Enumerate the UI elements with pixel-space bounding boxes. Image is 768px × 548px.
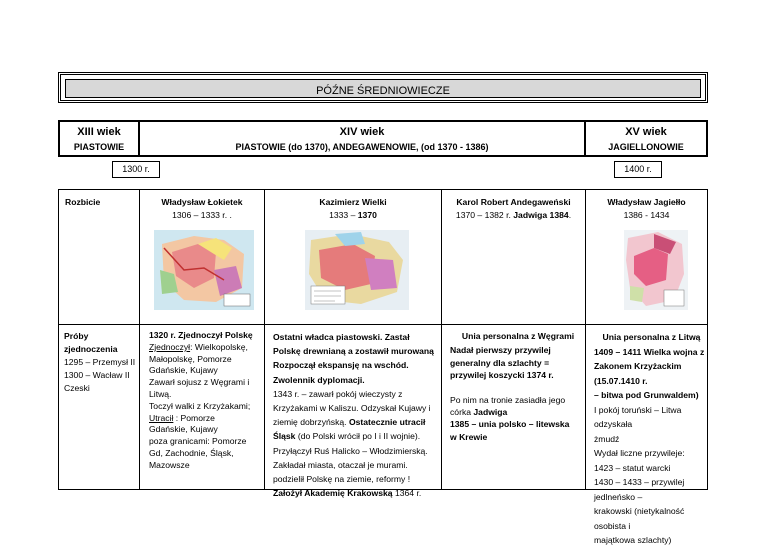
text-line: Unia personalna z Litwą xyxy=(602,332,701,342)
row-divider xyxy=(59,324,139,325)
text-span: . xyxy=(568,210,572,220)
text-line: Nadał pierwszy przywilej xyxy=(450,345,551,356)
text-span: Jadwiga xyxy=(473,407,508,418)
map-image xyxy=(154,230,254,310)
text-line: 1430 – 1433 – przywilej jedlneńsko – xyxy=(594,477,685,502)
text-line: podzielił Polskę na ziemie, reformy ! xyxy=(273,474,411,485)
text-line xyxy=(450,406,586,418)
text-line: 1423 – statut warcki xyxy=(594,462,671,473)
text-line: w Krewie xyxy=(450,431,488,442)
text-span: : Pomorze xyxy=(173,412,215,423)
text-span: Założył Akademię Krakowską xyxy=(273,488,393,499)
text-line: Wydał liczne przywileje: xyxy=(594,448,685,458)
text-line: żmudź xyxy=(594,433,620,444)
col4-text xyxy=(450,330,586,443)
text-line: przywilej koszycki 1374 r. xyxy=(450,370,554,381)
header-xiii-sub: PIASTOWIE xyxy=(73,142,125,152)
text-line: – bitwa pod Grunwaldem) xyxy=(594,390,699,400)
text-line: Polskę drewnianą a zostawił murowaną xyxy=(273,346,434,357)
ruler-name: Władysław Jagiełło xyxy=(607,197,686,207)
ruler-name: Karol Robert Andegaweński xyxy=(456,197,571,207)
text-line: Zwolennik dyplomacji. xyxy=(273,374,365,385)
text-line: Zakonem Krzyżackim (15.07.1410 r. xyxy=(594,361,682,386)
year-1400: 1400 r. xyxy=(614,161,662,178)
text-span: Śląsk xyxy=(273,431,296,442)
text-line: krakowski (nietykalność osobista i xyxy=(594,506,685,531)
text-span: Jadwiga 1384 xyxy=(513,210,569,220)
text-span: (do Polski wrócił po I i II wojnie). xyxy=(295,431,421,442)
col2-text xyxy=(149,330,265,472)
ruler-name: Rozbicie xyxy=(65,197,101,207)
text-line: Zawarł sojusz z Węgrami i xyxy=(149,377,250,388)
text-line xyxy=(149,413,265,425)
ruler-dates: 1306 – 1333 r. . xyxy=(172,210,232,220)
header-xv-title: XV wiek xyxy=(625,126,667,138)
column-kazimierz xyxy=(264,189,442,499)
header-xiv-title: XIV wiek xyxy=(339,126,385,138)
text-line: Rozpoczął ekspansję na wschód. xyxy=(273,360,409,371)
row-divider xyxy=(442,324,585,325)
text-line: 1320 r. Zjednoczył Polskę xyxy=(149,330,253,340)
text-line xyxy=(273,415,443,429)
text-line: 1295 – Przemysł II xyxy=(64,357,136,367)
ruler-name: Kazimierz Wielki xyxy=(319,197,387,207)
map-image xyxy=(305,230,409,310)
ruler-name: Władysław Łokietek xyxy=(161,197,243,207)
row-divider xyxy=(586,324,707,325)
header-xv-sub: JAGIELLONOWIE xyxy=(608,142,684,152)
header-xiii-title: XIII wiek xyxy=(77,126,121,138)
text-line: zjednoczenia xyxy=(64,344,118,354)
text-span: 1364 r. xyxy=(392,488,422,499)
map-image xyxy=(624,230,688,310)
text-span: ziemię dobrzyńską. xyxy=(273,417,349,428)
year-1300: 1300 r. xyxy=(112,161,160,178)
title-box xyxy=(58,72,708,103)
text-line: 1343 r. – zawarł pokój wieczysty z xyxy=(273,388,403,399)
text-span: Ostatecznie utracił xyxy=(348,417,426,428)
text-line: Ostatni władca piastowski. Zastał xyxy=(273,332,410,342)
text-line: Gd, Zachodnie, Śląsk, xyxy=(149,447,234,458)
col3-text xyxy=(273,330,443,500)
column-lokietek xyxy=(139,189,265,490)
column-jagiello xyxy=(585,189,708,545)
header-xiv xyxy=(138,120,586,157)
ruler-dates xyxy=(442,209,585,222)
text-line: Zakładał miasta, otaczał je murami. xyxy=(273,459,408,470)
text-span: Zjednoczył xyxy=(149,341,191,352)
text-line xyxy=(149,342,265,354)
col5-text xyxy=(594,330,709,548)
ruler-dates: 1386 - 1434 xyxy=(623,210,670,220)
row-divider xyxy=(140,324,264,325)
page-title: PÓŹNE ŚREDNIOWIECZE xyxy=(65,79,701,98)
text-line: Mazowsze xyxy=(149,459,190,470)
text-line: Toczył walki z Krzyżakami; xyxy=(149,400,251,411)
ruler-dates xyxy=(265,209,441,222)
text-span: córka xyxy=(450,407,474,418)
row-divider xyxy=(265,324,441,325)
text-line xyxy=(273,429,443,443)
text-line: Małopolskę, Pomorze xyxy=(149,353,232,364)
text-line: Próby xyxy=(64,331,89,341)
text-line: Przyłączył Ruś Halicko – Włodzimierską. xyxy=(273,445,428,456)
text-line: Gdańskie, Kujawy xyxy=(149,424,218,435)
text-line: Litwą. xyxy=(149,388,172,399)
header-xiii xyxy=(58,120,140,157)
column-rozbicie xyxy=(58,189,140,490)
text-line: Krzyżakami w Kaliszu. Odzyskał Kujawy i xyxy=(273,403,431,414)
column-andegawenowie xyxy=(441,189,586,490)
text-line: generalny dla szlachty = xyxy=(450,357,550,368)
text-line: Gdańskie, Kujawy xyxy=(149,365,218,376)
text-line: 1300 – Wacław II xyxy=(64,370,130,380)
text-span: : Wielkopolskę, xyxy=(190,341,248,352)
text-line: majątkowa szlachty) xyxy=(594,535,672,545)
header-xv xyxy=(584,120,708,157)
text-line: I pokój toruński – Litwa odzyskała xyxy=(594,404,682,429)
text-line: Po nim na tronie zasiadła jego xyxy=(450,394,566,405)
text-line: poza granicami: Pomorze xyxy=(149,436,247,447)
text-span: 1333 – xyxy=(329,210,358,220)
header-xiv-sub: PIASTOWIE (do 1370), ANDEGAWENOWIE, (od 1370 - 1386) xyxy=(235,142,489,152)
text-span: 1370 xyxy=(357,210,377,220)
text-span: Utracił xyxy=(149,412,174,423)
text-line: 1409 – 1411 Wielka wojna z xyxy=(594,346,705,357)
text-span: 1370 – 1382 r. xyxy=(455,210,514,220)
col1-text xyxy=(64,330,142,395)
text-line xyxy=(273,486,443,500)
text-line: Czeski xyxy=(64,383,90,393)
text-line: Unia personalna z Węgrami xyxy=(461,331,575,341)
text-line: 1385 – unia polsko – litewska xyxy=(450,419,570,430)
